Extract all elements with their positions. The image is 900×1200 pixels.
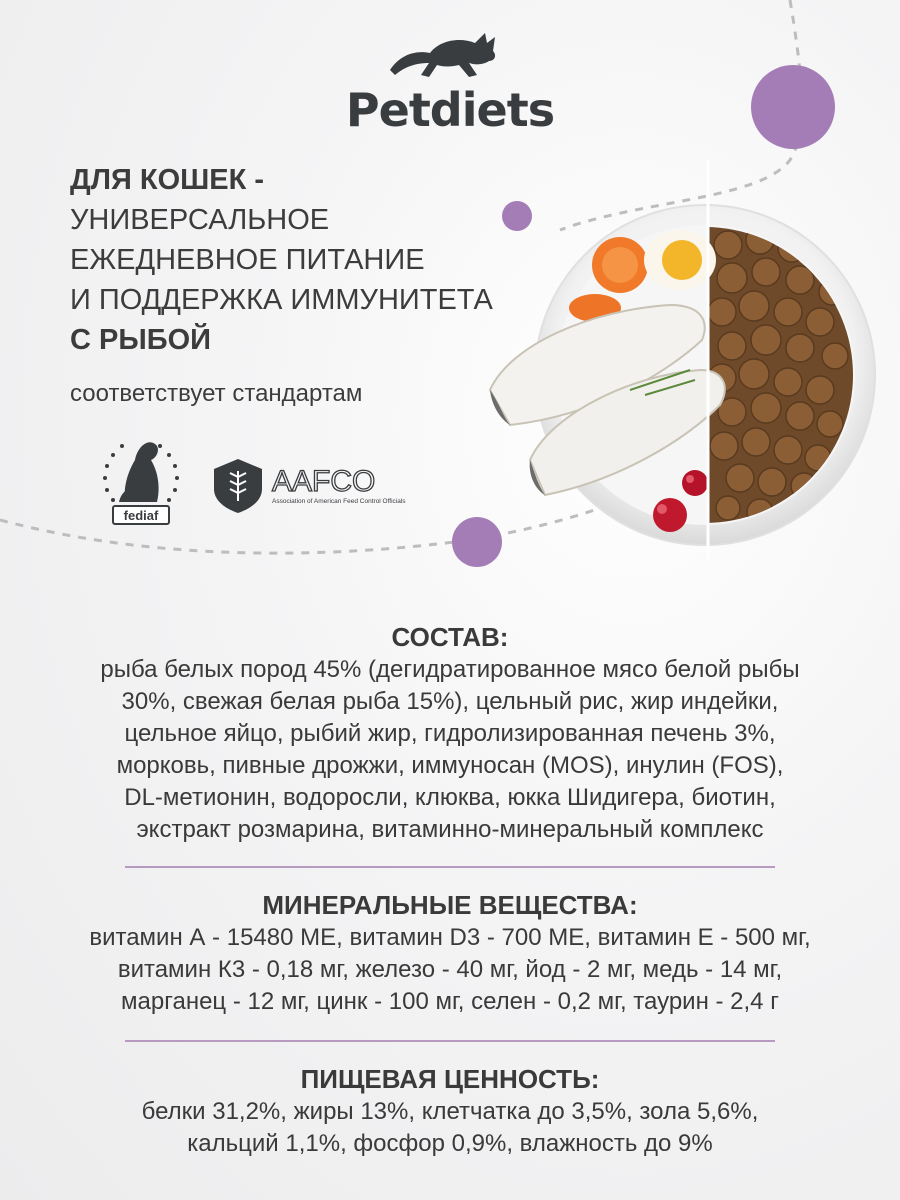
nutrition-line-2: кальций 1,1%, фосфор 0,9%, влажность до 9% (187, 1130, 713, 1157)
headline-line-5: С РЫБОЙ (70, 324, 211, 356)
egg-icon (644, 230, 716, 290)
kibble-icon (708, 220, 868, 540)
headline-line-2: УНИВЕРСАЛЬНОЕ (70, 204, 330, 236)
composition-line-5: DL-метионин, водоросли, клюква, юкка Шидигера, биотин, (124, 784, 776, 811)
nutrition-line-1: белки 31,2%, жиры 13%, клетчатка до 3,5%, зола 5,6%, (141, 1098, 759, 1125)
minerals-section (20, 888, 880, 1018)
composition-line-4: морковь, пивные дрожжи, иммуносан (MOS), инулин (FOS), (116, 752, 784, 779)
standards-label: соответствует стандартам (70, 380, 363, 407)
minerals-title: МИНЕРАЛЬНЫЕ ВЕЩЕСТВА: (262, 890, 638, 920)
nutrition-section (20, 1062, 880, 1160)
composition-title: СОСТАВ: (391, 622, 509, 652)
aafco-subtitle: Association of American Feed Control Officials (272, 498, 406, 505)
brand-name: Petdiets (345, 83, 555, 137)
minerals-line-1: витамин А - 15480 МЕ, витамин D3 - 700 МЕ, витамин Е - 500 мг, (89, 924, 811, 951)
minerals-line-2: витамин К3 - 0,18 мг, железо - 40 мг, йод - 2 мг, медь - 14 мг, (117, 956, 783, 983)
fediaf-label: fediaf (123, 508, 159, 523)
aafco-label: AAFCO (272, 465, 376, 498)
composition-line-1: рыба белых пород 45% (дегидратированное мясо белой рыбы (100, 656, 800, 683)
purple-dot-large (751, 65, 835, 149)
composition-line-2: 30%, свежая белая рыба 15%), цельный рис, жир индейки, (121, 688, 779, 715)
cat-logo-icon (385, 25, 505, 80)
composition-line-3: цельное яйцо, рыбий жир, гидролизированная печень 3%, (124, 720, 776, 747)
food-bowl-illustration (470, 160, 890, 580)
headline-line-1: ДЛЯ КОШЕК - (70, 164, 265, 196)
divider-1 (125, 866, 775, 868)
composition-section (20, 620, 880, 846)
fediaf-badge-icon (95, 430, 187, 530)
nutrition-title: ПИЩЕВАЯ ЦЕННОСТЬ: (300, 1064, 600, 1094)
headline-line-4: И ПОДДЕРЖКА ИММУНИТЕТА (70, 284, 493, 316)
minerals-line-3: марганец - 12 мг, цинк - 100 мг, селен - 0,2 мг, таурин - 2,4 г (121, 988, 779, 1015)
headline-line-3: ЕЖЕДНЕВНОЕ ПИТАНИЕ (70, 244, 425, 276)
composition-line-6: экстракт розмарина, витаминно-минеральный комплекс (136, 816, 764, 843)
aafco-badge-icon (210, 455, 420, 515)
divider-2 (125, 1040, 775, 1042)
brand-logo (325, 25, 575, 135)
